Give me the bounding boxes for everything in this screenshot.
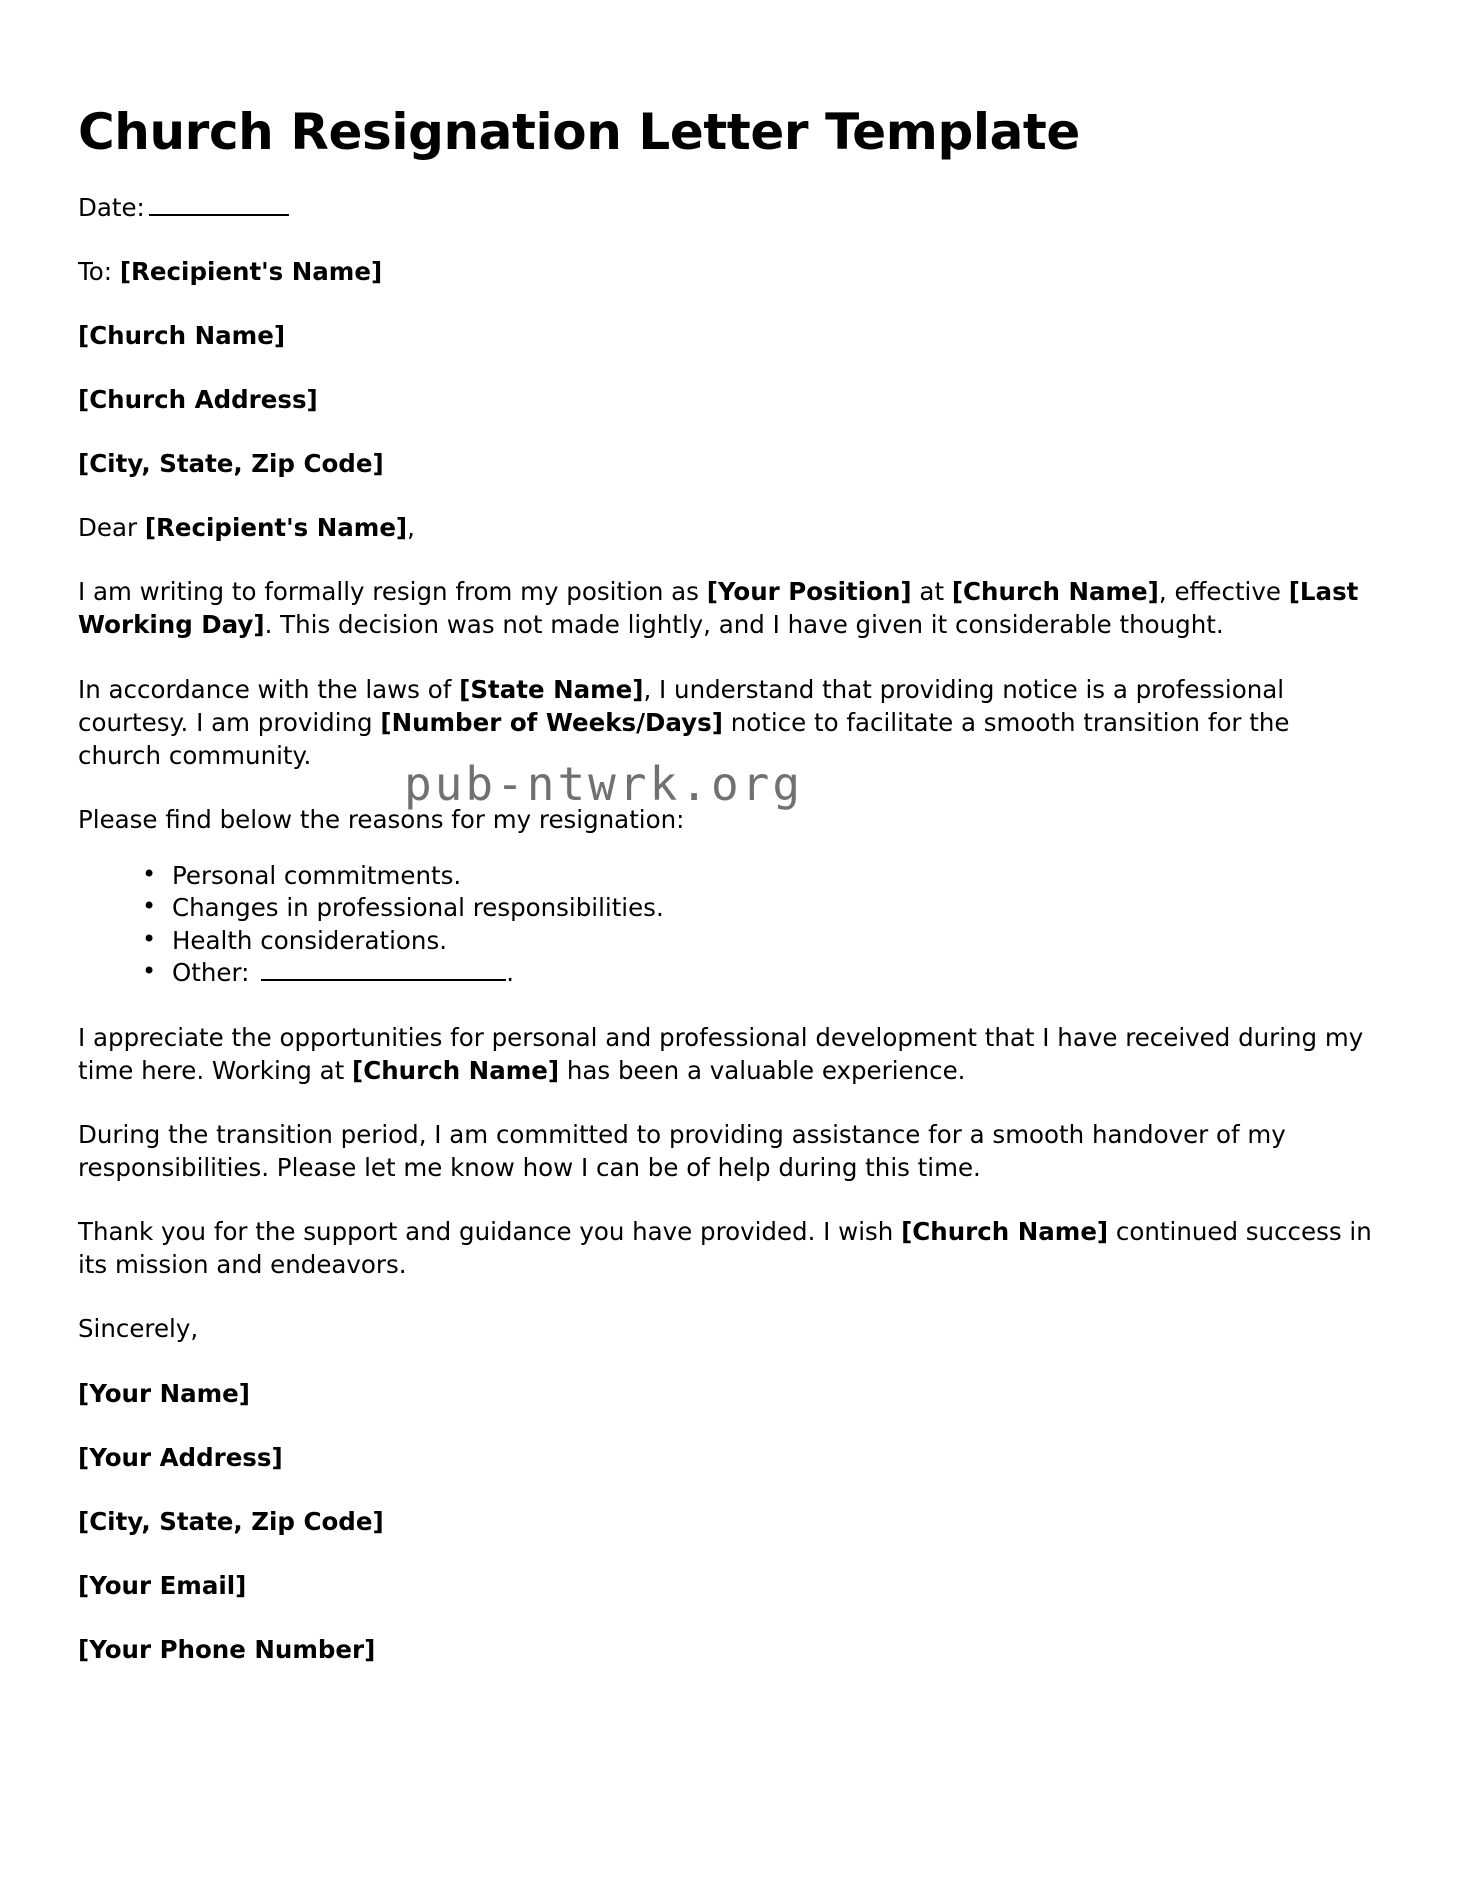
p2-text-3: notice to facilitate a smooth transition for the church community. xyxy=(78,707,1290,770)
state-name-placeholder: [State Name] xyxy=(459,674,644,704)
signature-your-address: [Your Address] xyxy=(78,1442,283,1472)
salutation-suffix: , xyxy=(407,513,415,543)
salutation-recipient-placeholder: [Recipient's Name] xyxy=(144,513,408,543)
p1-text-2: at xyxy=(911,577,952,607)
list-item-other xyxy=(136,957,1388,990)
reasons-intro-line: Please find below the reasons for my resignation: xyxy=(78,804,685,834)
paragraph-appreciation xyxy=(78,990,1378,1087)
letter-body xyxy=(78,0,1388,1666)
date-line xyxy=(78,160,1378,224)
signature-your-phone: [Your Phone Number] xyxy=(78,1634,376,1664)
church-name-placeholder-2: [Church Name] xyxy=(352,1056,560,1086)
list-item: • Changes in professional responsibilities. xyxy=(136,892,1388,925)
page-title: Church Resignation Letter Template xyxy=(78,103,1080,161)
p5-text-2: continued success in its mission and endeavors. xyxy=(78,1217,1372,1280)
church-name-placeholder-1: [Church Name] xyxy=(951,577,1159,607)
other-blank-field[interactable] xyxy=(261,959,506,981)
paragraph-notice-period xyxy=(78,642,1378,772)
closing-line: Sincerely, xyxy=(78,1314,199,1344)
date-label: Date: xyxy=(78,193,145,222)
p1-text-4: . This decision was not made lightly, and I have given it considerable thought. xyxy=(264,610,1224,640)
signature-your-email: [Your Email] xyxy=(78,1570,247,1600)
p3-text-1: I appreciate the opportunities for personal and professional development that I have received during my time here. Working at xyxy=(78,1023,1364,1086)
signature-city-state-zip: [City, State, Zip Code] xyxy=(78,1506,384,1536)
paragraph-transition-support: During the transition period, I am committed to providing assistance for a smooth handover of my responsibilities. Please let me know how I can be of help during this time. xyxy=(78,1120,1286,1183)
to-label: To: xyxy=(78,257,120,287)
salutation-prefix: Dear xyxy=(78,513,145,543)
list-item: • Personal commitments. xyxy=(136,860,1388,893)
church-name-placeholder-3: [Church Name] xyxy=(901,1217,1109,1247)
date-blank-field[interactable] xyxy=(149,194,289,216)
p2-text-2: , I understand that providing notice is a professional courtesy. I am providing xyxy=(78,674,1285,737)
other-label: Other: xyxy=(172,958,258,988)
p2-text-1: In accordance with the laws of xyxy=(78,674,460,704)
p1-text-1: I am writing to formally resign from my position as xyxy=(78,577,707,607)
paragraph-thank-you xyxy=(78,1184,1378,1281)
notice-length-placeholder: [Number of Weeks/Days] xyxy=(380,707,723,737)
p5-text-1: Thank you for the support and guidance you have provided. I wish xyxy=(78,1217,902,1247)
church-name-line: [Church Name] xyxy=(78,321,286,351)
list-item: • Health considerations. xyxy=(136,925,1388,958)
salutation-line xyxy=(78,480,1378,544)
last-working-day-placeholder: [Last Working Day] xyxy=(78,577,1359,640)
signature-your-name: [Your Name] xyxy=(78,1378,250,1408)
church-city-state-zip-line: [City, State, Zip Code] xyxy=(78,449,384,479)
recipient-name-placeholder: [Recipient's Name] xyxy=(119,257,383,287)
church-address-line: [Church Address] xyxy=(78,385,318,415)
other-suffix: . xyxy=(506,958,514,988)
paragraph-resignation-statement xyxy=(78,544,1378,641)
p1-text-3: , effective xyxy=(1158,577,1289,607)
your-position-placeholder: [Your Position] xyxy=(706,577,912,607)
reasons-list xyxy=(78,836,1388,990)
p3-text-2: has been a valuable experience. xyxy=(559,1056,966,1086)
recipient-line xyxy=(78,224,1378,288)
site-watermark: pub-ntwrk.org xyxy=(404,757,804,811)
